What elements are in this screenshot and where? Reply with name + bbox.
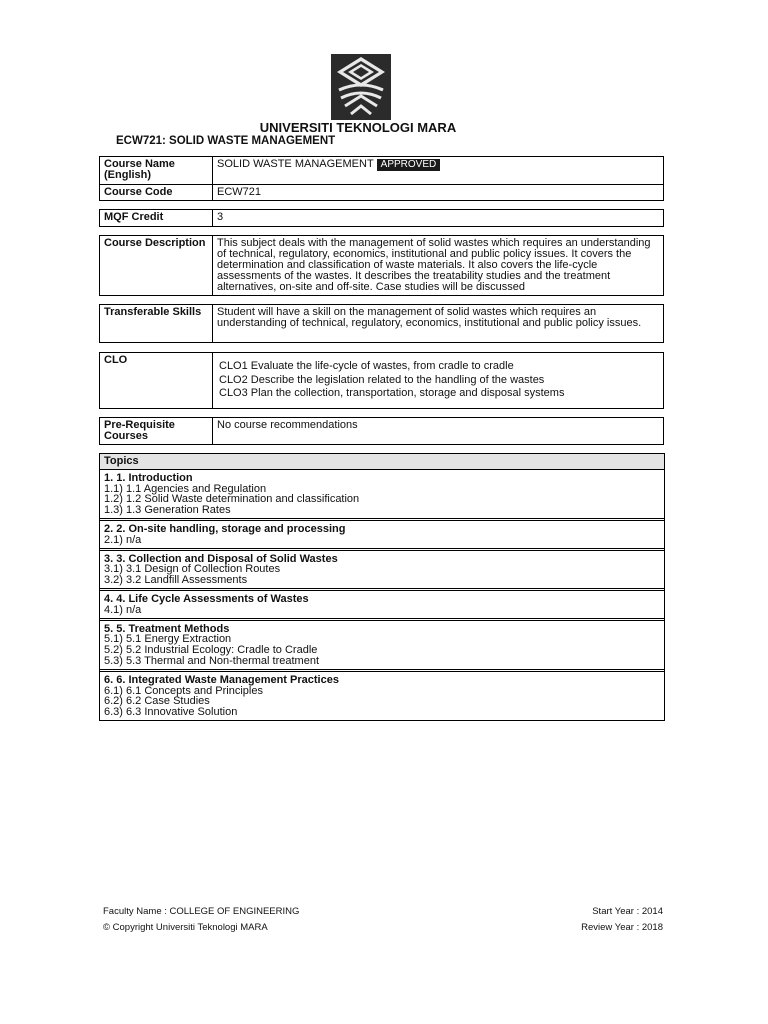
skills-table — [99, 304, 664, 343]
description-label: Course Description — [100, 236, 213, 296]
course-name-label: Course Name (English) — [100, 157, 213, 185]
topic-block — [100, 671, 664, 721]
clo-item: CLO3 Plan the collection, transportation, storage and disposal systems — [219, 387, 565, 399]
university-logo — [331, 54, 391, 120]
topic-block — [100, 520, 664, 549]
prereq-value: No course recommendations — [213, 418, 664, 445]
copyright: © Copyright Universiti Teknologi MARA — [103, 922, 268, 933]
clo-item: CLO1 Evaluate the life-cycle of wastes, from cradle to cradle — [219, 360, 514, 372]
clo-table — [99, 352, 664, 409]
topic-block — [100, 620, 664, 670]
topic-subitem: 6.3) 6.3 Innovative Solution — [104, 706, 238, 719]
course-heading: ECW721: SOLID WASTE MANAGEMENT — [116, 135, 336, 147]
course-name-cell — [213, 157, 664, 185]
review-year: Review Year : 2018 — [581, 922, 663, 933]
topic-subitem: 1.3) 1.3 Generation Rates — [104, 504, 231, 517]
topic-subitem: 5.2) 5.2 Industrial Ecology: Cradle to Cradle — [104, 644, 318, 657]
course-name-value: SOLID WASTE MANAGEMENT — [217, 158, 374, 170]
topic-title: 5. 5. Treatment Methods — [104, 622, 230, 635]
topic-subitem: 1.2) 1.2 Solid Waste determination and classification — [104, 493, 360, 506]
topic-subitem: 3.1) 3.1 Design of Collection Routes — [104, 563, 281, 576]
topic-subitem: 5.1) 5.1 Energy Extraction — [104, 633, 232, 646]
mqf-table — [99, 209, 664, 227]
topic-subitem: 6.1) 6.1 Concepts and Principles — [104, 684, 263, 697]
mqf-label: MQF Credit — [100, 210, 213, 227]
topic-title: 3. 3. Collection and Disposal of Solid Wastes — [104, 552, 338, 565]
topic-block — [100, 550, 664, 589]
course-code-value: ECW721 — [213, 185, 664, 201]
topic-subitem: 5.3) 5.3 Thermal and Non-thermal treatment — [104, 654, 320, 667]
topic-title: 6. 6. Integrated Waste Management Practices — [104, 673, 339, 686]
approved-badge: APPROVED — [377, 159, 441, 171]
start-year: Start Year : 2014 — [592, 906, 663, 917]
topic-block — [100, 470, 664, 519]
prereq-label: Pre-Requisite Courses — [100, 418, 213, 445]
faculty-name: Faculty Name : COLLEGE OF ENGINEERING — [103, 906, 300, 917]
description-table — [99, 235, 664, 296]
topic-title: 2. 2. On-site handling, storage and processing — [104, 522, 346, 535]
topic-subitem: 6.2) 6.2 Case Studies — [104, 695, 210, 708]
topic-title: 1. 1. Introduction — [104, 471, 193, 484]
topic-title: 4. 4. Life Cycle Assessments of Wastes — [104, 592, 309, 605]
description-value: This subject deals with the management of solid wastes which requires an understanding of technical, regulatory, economics, institutional and public policy issues. It covers the determination and classification of waste materials. It also covers the life-cycle assessments of the wastes. It describes the treatability studies and the treatment alternatives, on-site and off-site. Case studies will be discussed — [213, 236, 664, 296]
topics-table — [99, 453, 665, 721]
clo-cell — [213, 353, 664, 409]
prereq-table — [99, 417, 664, 445]
skills-label: Transferable Skills — [100, 305, 213, 343]
clo-label: CLO — [100, 353, 213, 409]
topic-block — [100, 590, 664, 619]
university-name: UNIVERSITI TEKNOLOGI MARA — [259, 120, 457, 135]
topic-subitem: 3.2) 3.2 Landfill Assessments — [104, 574, 248, 587]
topics-header: Topics — [100, 454, 664, 470]
course-code-label: Course Code — [100, 185, 213, 201]
topic-subitem: 1.1) 1.1 Agencies and Regulation — [104, 482, 267, 495]
mqf-value: 3 — [213, 210, 664, 227]
skills-value: Student will have a skill on the management of solid wastes which requires an understanding of technical, regulatory, economics, institutional and public policy issues. — [213, 305, 664, 343]
topic-subitem: 4.1) n/a — [104, 603, 142, 616]
course-name-code-table — [99, 156, 664, 201]
topic-subitem: 2.1) n/a — [104, 533, 142, 546]
clo-item: CLO2 Describe the legislation related to the handling of the wastes — [219, 373, 545, 386]
